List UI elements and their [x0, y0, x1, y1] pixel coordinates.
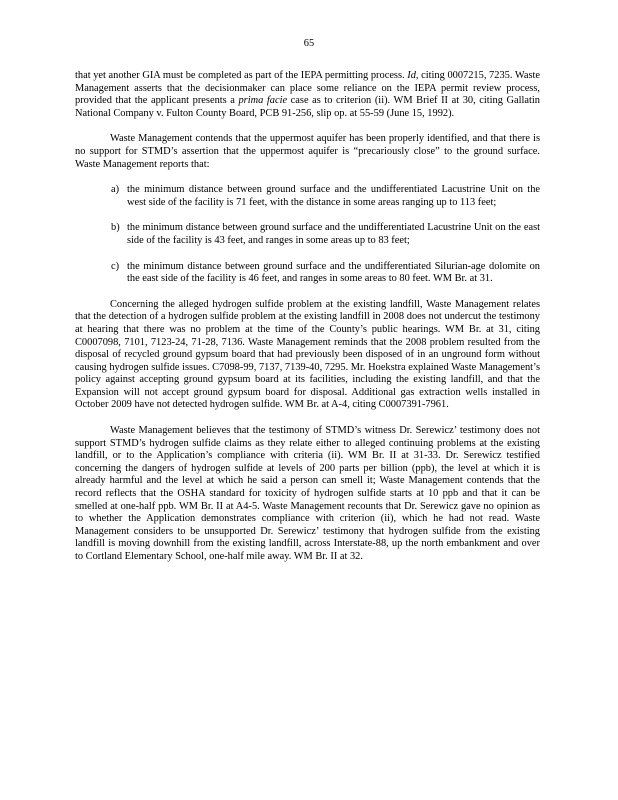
text-run: that yet another GIA must be completed as part of the IEPA permitting process.	[75, 70, 408, 81]
list-item	[111, 261, 540, 286]
text-run: case as to criterion (ii). WM Brief II at 30, citing Gallatin National Company v. Fulton County Board, PCB 91-256, slip op. at 55-59 (June 15, 1992).	[75, 95, 540, 119]
paragraph-hydrogen-sulfide: Concerning the alleged hydrogen sulfide problem at the existing landfill, Waste Management relates that the detection of a hydrogen sulfide problem at the existing landfill in 2008 does not undercut the testimony at hearing that there was no problem at the time of the County’s public hearings. WM Br. at 31, citing C0007098, 7101, 7123-24, 71-28, 7136. Waste Management reminds that the 2008 problem resulted from the disposal of recycled ground gypsum board that had previously been disposed of in an unground form without causing hydrogen sulfide issues. C7098-99, 7137, 7139-40, 7295. Mr. Hoekstra explained Waste Management’s policy against accepting ground gypsum board at its facilities, including the existing landfill, and that the Expansion will not accept ground gypsum board for disposal. Additional gas extraction wells installed in October 2009 have not detected hydrogen sulfide. WM Br. at A-4, citing C0007391-7961.	[75, 298, 540, 411]
paragraph-continuation	[75, 70, 540, 120]
list-item-text: the minimum distance between ground surface and the undifferentiated Lacustrine Unit on the west side of the facility is 71 feet, with the distance in some areas ranging up to 113 feet;	[127, 184, 540, 208]
list-marker: b)	[111, 222, 120, 234]
list-item	[111, 222, 540, 247]
text-run: , citing 0007215, 7235. Waste Management asserts that the decisionmaker can place some reliance on the IEPA permit review process, provided that the applicant presents a	[75, 70, 541, 107]
paragraph-serewicz-testimony: Waste Management believes that the testimony of STMD’s witness Dr. Serewicz’ testimony does not support STMD’s hydrogen sulfide claims as they relate either to alleged continuing problems at the existing landfill, or to the Application’s compliance with criteria (ii). WM Br. II at 31-33. Dr. Serewicz testified concerning the dangers of hydrogen sulfide at levels of 200 parts per billion (ppb), the level at which it is already harmful and the level at which he said a person can smell it; Waste Management contends that the record reflects that the OSHA standard for toxicity of hydrogen sulfide starts at 10 ppb and that it can be smelled at one-half ppb. WM Br. II at A4-5. Waste Management recounts that Dr. Serewicz gave no opinion as to whether the Application demonstrates compliance with criterion (ii), which he had not read. Waste Management considers to be unsupported Dr. Serewicz’ testimony that hydrogen sulfide from the existing landfill is moving downhill from the existing landfill, across Interstate-88, up the north embankment and over to Cortland Elementary School, one-half mile away. WM Br. II at 32.	[75, 425, 540, 562]
page-number: 65	[303, 38, 315, 49]
list-item-text: the minimum distance between ground surface and the undifferentiated Lacustrine Unit on the east side of the facility is 43 feet, and ranges in some areas up to 83 feet;	[127, 222, 540, 246]
distance-list	[75, 184, 540, 286]
list-item	[111, 184, 540, 209]
italic-term: prima facie	[238, 95, 288, 107]
list-marker: a)	[111, 184, 120, 196]
paragraph-aquifer: Waste Management contends that the uppermost aquifer has been properly identified, and that there is no support for STMD’s assertion that the uppermost aquifer is “precariously close” to the ground surface. Waste Management reports that:	[75, 133, 540, 170]
body-text	[75, 70, 540, 577]
list-item-text: the minimum distance between ground surface and the undifferentiated Silurian-age dolomite on the east side of the facility is 46 feet, and ranges in some areas to 80 feet. WM Br. at 31.	[127, 260, 540, 285]
list-marker: c)	[111, 260, 120, 272]
italic-citation: Id	[407, 70, 416, 81]
